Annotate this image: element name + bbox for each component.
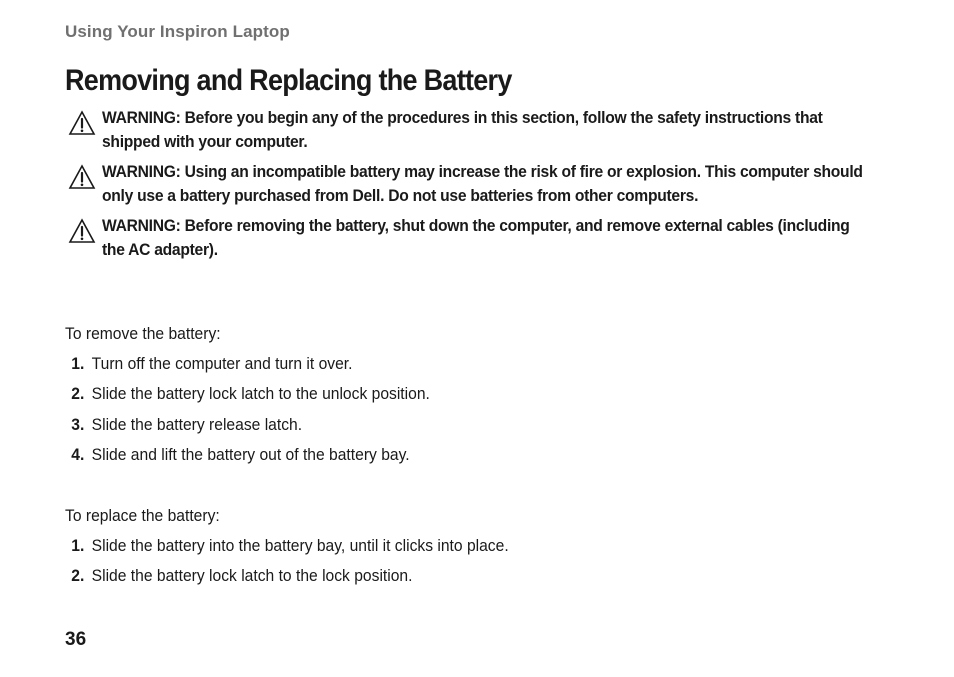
step-number: 4. [71, 444, 85, 464]
warning-notice [68, 106, 868, 153]
step-text: Turn off the computer and turn it over. [91, 354, 353, 373]
remove-intro: To remove the battery: [65, 324, 221, 343]
step-number: 1. [71, 354, 85, 373]
remove-steps-list [65, 353, 865, 466]
step-text: Slide the battery lock latch to the lock position. [91, 566, 413, 586]
remove-battery-section [65, 323, 865, 474]
warning-text: WARNING: Before removing the battery, shut down the computer, and remove external cables (including the AC adapter). [102, 216, 850, 259]
list-item [65, 535, 801, 557]
replace-steps-list [65, 535, 865, 587]
list-item [65, 565, 801, 587]
replace-battery-section [65, 505, 865, 596]
step-number: 2. [71, 566, 85, 586]
step-text: Slide the battery into the battery bay, until it clicks into place. [91, 536, 509, 555]
page-title: Removing and Replacing the Battery [65, 64, 512, 97]
list-item [65, 353, 801, 375]
warning-notice [68, 214, 868, 261]
list-item [65, 444, 801, 466]
warning-notice [68, 160, 868, 207]
page-number: 36 [65, 629, 87, 650]
replace-intro: To replace the battery: [65, 506, 220, 525]
step-number: 2. [71, 384, 85, 404]
warning-text: WARNING: Before you begin any of the procedures in this section, follow the safety instructions that shipped with your computer. [102, 108, 823, 151]
step-text: Slide and lift the battery out of the battery bay. [91, 444, 410, 464]
warnings-block [68, 106, 868, 268]
list-item [65, 414, 801, 436]
step-number: 1. [71, 536, 85, 555]
warning-triangle-icon [68, 110, 96, 136]
step-text: Slide the battery lock latch to the unlock position. [91, 384, 430, 404]
running-header: Using Your Inspiron Laptop [65, 22, 290, 41]
step-number: 3. [71, 414, 85, 434]
warning-text: WARNING: Using an incompatible battery may increase the risk of fire or explosion. This computer should only use a battery purchased from Dell. Do not use batteries from other computers. [102, 162, 863, 205]
warning-triangle-icon [68, 164, 96, 190]
step-text: Slide the battery release latch. [91, 414, 303, 434]
list-item [65, 383, 801, 405]
warning-triangle-icon [68, 218, 96, 244]
